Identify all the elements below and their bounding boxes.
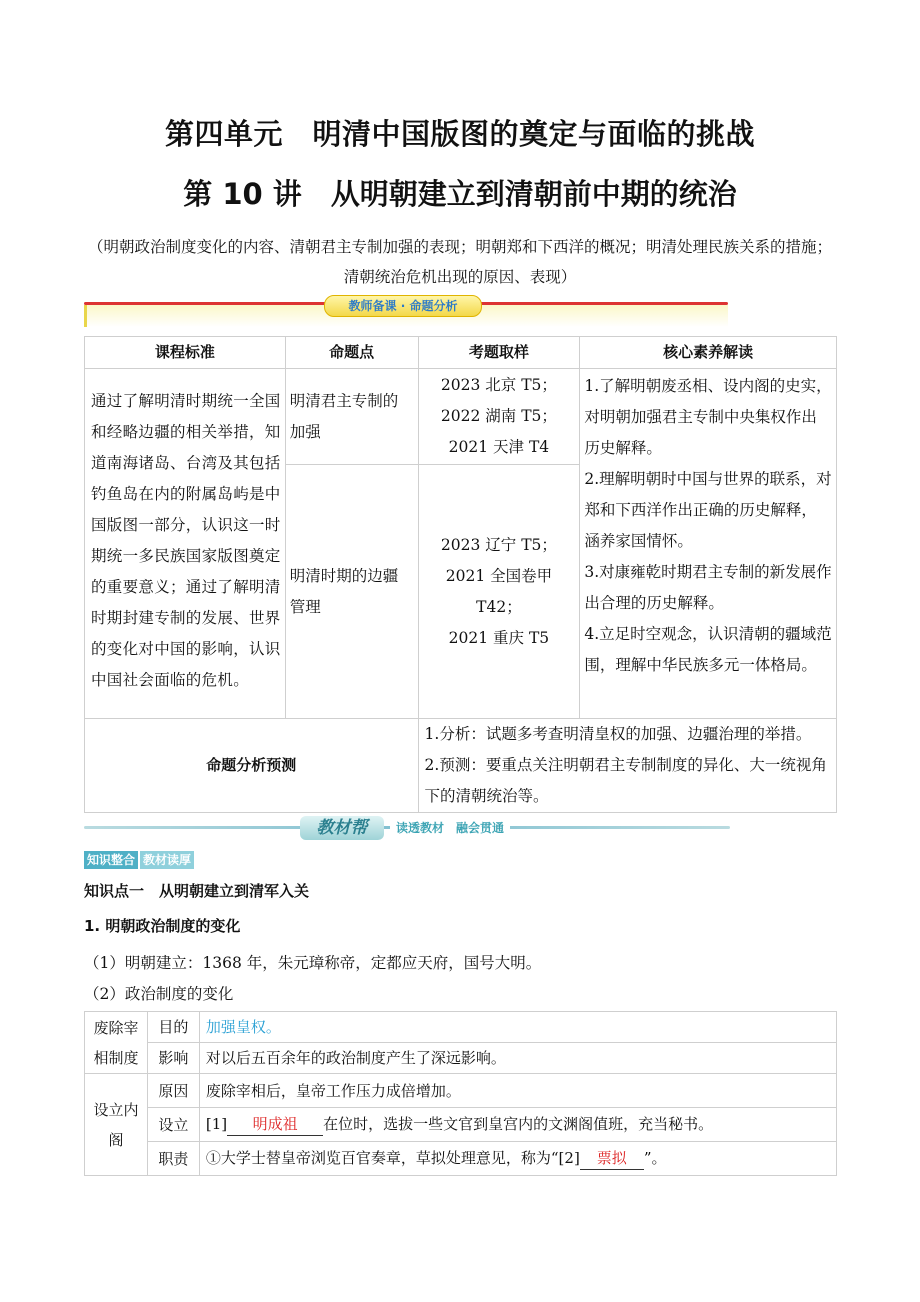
lecture-title: 第 10 讲 从明朝建立到清朝前中期的统治 [183, 177, 737, 211]
answer-blank: 票拟 [580, 1147, 644, 1170]
sample-line: 2022 湖南 T5； [440, 407, 557, 425]
forecast-content [418, 719, 836, 813]
item-1: （1）明朝建立：1368 年，朱元璋称帝，定都应天府，国号大明。 [84, 954, 542, 972]
row-text-rest: ”。 [643, 1149, 667, 1167]
forecast-label: 命题分析预测 [85, 719, 419, 813]
sample-line: 2023 北京 T5； [440, 376, 557, 394]
row-text: 对以后五百余年的政治制度产生了深远影响。 [199, 1043, 836, 1074]
group-1-label: 废除宰相制度 [85, 1012, 148, 1074]
blank-number: [1] [205, 1115, 228, 1133]
literacy-cell [580, 369, 837, 719]
textbook-banner [84, 816, 730, 842]
knowledge-point-title: 知识点一 从明朝建立到清军入关 [84, 882, 310, 900]
literacy-item: 2.理解明朝时中国与世界的联系，对郑和下西洋作出正确的历史解释，涵养家国情怀。 [584, 470, 832, 550]
row-label: 目的 [147, 1012, 199, 1043]
group-2-label: 设立内阁 [85, 1074, 148, 1176]
row-text [199, 1108, 836, 1142]
course-standard: 通过了解明清时期统一全国和经略边疆的相关举措，知道南海诸岛、台湾及其包括钓鱼岛在内的附属岛屿是中国版图一部分，认识这一时期统一多民族国家版图奠定的重要意义；通过了解明清时期封建专制的发展、世界的变化对中国的影响，认识中国社会面临的危机。 [85, 369, 286, 719]
row-text: 加强皇权。 [199, 1012, 836, 1043]
literacy-item: 3.对康雍乾时期君主专制的新发展作出合理的历史解释。 [584, 563, 832, 612]
system-table [84, 1011, 837, 1176]
answer-blank: 明成祖 [227, 1113, 323, 1136]
section-title: 1. 明朝政治制度的变化 [84, 917, 241, 935]
row-text [199, 1142, 836, 1176]
knowledge-tag: 教材读厚 [140, 851, 194, 869]
point-2: 明清时期的边疆管理 [285, 465, 418, 719]
samples-1 [418, 369, 580, 465]
textbook-slogan: 读透教材 融会贯通 [390, 818, 510, 838]
forecast-item: 1.分析：试题多考查明清皇权的加强、边疆治理的举措。 [424, 725, 812, 743]
sample-line: 2021 全国卷甲 T42； [445, 566, 553, 616]
sample-line: 2023 辽宁 T5； [440, 535, 557, 554]
header-literacy: 核心素养解读 [580, 337, 837, 369]
row-text: 废除宰相后，皇帝工作压力成倍增加。 [199, 1074, 836, 1108]
row-label: 原因 [147, 1074, 199, 1108]
knowledge-tag: 知识整合 [84, 851, 138, 869]
knowledge-tags [84, 851, 194, 869]
row-label: 职责 [147, 1142, 199, 1176]
header-point: 命题点 [285, 337, 418, 369]
header-samples: 考题取样 [418, 337, 580, 369]
analysis-table [84, 336, 837, 813]
row-label: 影响 [147, 1043, 199, 1074]
point-1: 明清君主专制的加强 [285, 369, 418, 465]
samples-2 [418, 465, 580, 719]
forecast-item: 2.预测：要重点关注明朝君主专制制度的异化、大一统视角下的清朝统治等。 [424, 756, 827, 805]
sample-line: 2021 重庆 T5 [448, 628, 550, 647]
header-standard: 课程标准 [85, 337, 286, 369]
teacher-prep-banner [84, 298, 728, 328]
sample-line: 2021 天津 T4 [448, 438, 550, 456]
unit-title: 第四单元 明清中国版图的奠定与面临的挑战 [164, 117, 755, 151]
item-2: （2）政治制度的变化 [84, 985, 234, 1003]
row-label: 设立 [147, 1108, 199, 1142]
lecture-subtitle: （明朝政治制度变化的内容、清朝君主专制加强的表现；明朝郑和下西洋的概况；明清处理民族关系的措施；清朝统治危机出现的原因、表现） [87, 238, 832, 286]
row-text-rest: 在位时，选拔一些文官到皇宫内的文渊阁值班，充当秘书。 [323, 1115, 714, 1133]
literacy-item: 4.立足时空观念，认识清朝的疆域范围，理解中华民族多元一体格局。 [584, 625, 832, 674]
textbook-tag: 教材帮 [300, 816, 384, 840]
banner-tag: 教师备课 · 命题分析 [324, 295, 482, 317]
literacy-item: 1.了解明朝废丞相、设内阁的史实，对明朝加强君主专制中央集权作出历史解释。 [584, 377, 832, 457]
row-text-lead: ①大学士替皇帝浏览百官奏章，草拟处理意见，称为“[2] [205, 1149, 580, 1167]
